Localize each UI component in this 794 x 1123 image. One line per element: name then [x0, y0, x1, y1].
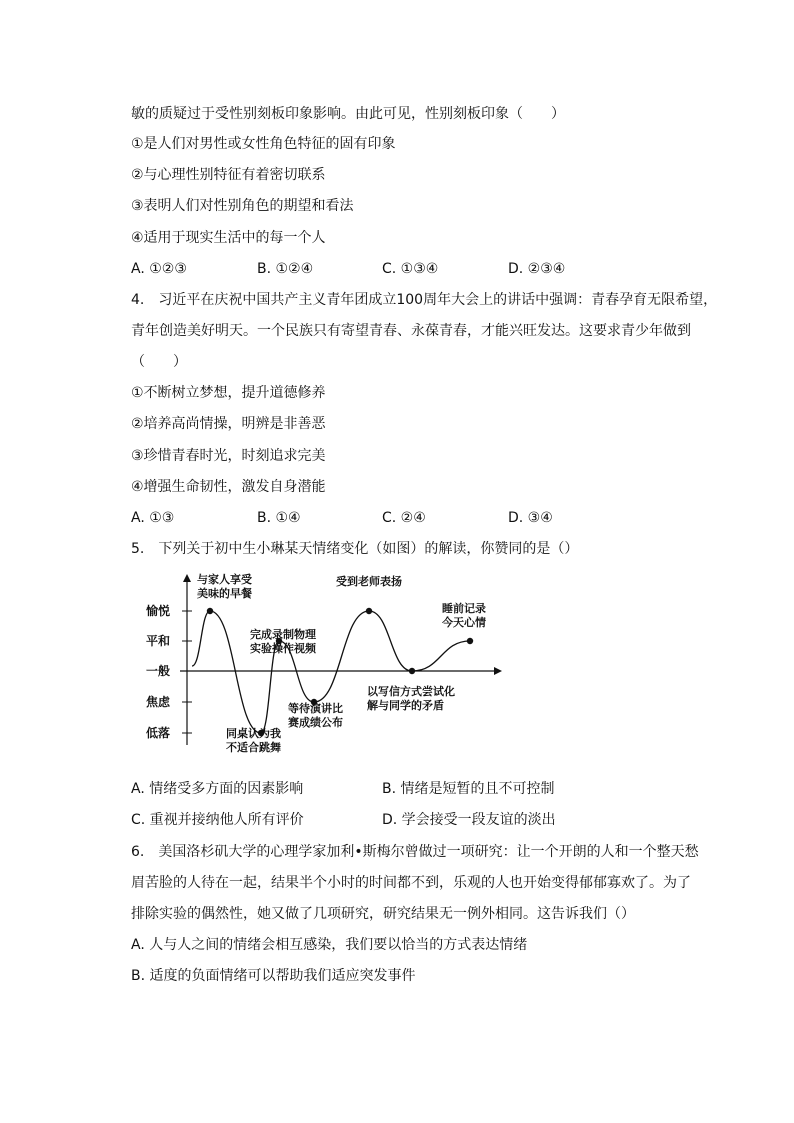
q4-option-b[interactable]: B. ①④ — [257, 510, 301, 526]
event-point — [366, 608, 372, 614]
q5-option-a[interactable]: A. 情绪受多方面的因素影响 — [131, 781, 304, 797]
q4-stem-line-2: 青年创造美好明天。一个民族只有寄望青春、永葆青春，才能兴旺发达。这要求青少年做到 — [131, 323, 691, 339]
event-label: 美味的早餐 — [197, 587, 252, 600]
q3-statement-4: ④适用于现实生活中的每一个人 — [131, 230, 326, 246]
q3-option-c[interactable]: C. ①③④ — [382, 261, 439, 277]
q6-option-a[interactable]: A. 人与人之间的情绪会相互感染，我们要以恰当的方式表达情绪 — [131, 937, 528, 953]
q4-statement-3: ③珍惜青春时光，时刻追求完美 — [131, 448, 326, 464]
y-level-label: 平和 — [146, 634, 171, 648]
event-label: 完成录制物理 — [250, 628, 316, 641]
q3-option-a[interactable]: A. ①②③ — [131, 261, 187, 277]
y-level-label: 愉悦 — [146, 604, 171, 618]
q5-option-c[interactable]: C. 重视并接纳他人所有评价 — [131, 812, 304, 828]
event-label: 以写信方式尝试化 — [367, 685, 455, 698]
q3-option-d[interactable]: D. ②③④ — [508, 261, 566, 277]
q5-stem: 5. 下列关于初中生小琳某天情绪变化（如图）的解读，你赞同的是（） — [131, 541, 579, 557]
q6-option-b[interactable]: B. 适度的负面情绪可以帮助我们适应突发事件 — [131, 968, 416, 984]
event-label: 解与同学的矛盾 — [367, 699, 444, 712]
q3-option-b[interactable]: B. ①②④ — [257, 261, 314, 277]
q4-option-d[interactable]: D. ③④ — [508, 510, 553, 526]
y-level-label: 低落 — [146, 726, 171, 740]
event-point — [467, 638, 473, 644]
q5-option-b[interactable]: B. 情绪是短暂的且不可控制 — [382, 781, 555, 797]
event-label: 等待演讲比 — [288, 702, 343, 715]
q3-statement-3: ③表明人们对性别角色的期望和看法 — [131, 198, 354, 214]
event-label: 赛成绩公布 — [288, 716, 343, 729]
q4-stem-line-1: 4. 习近平在庆祝中国共产主义青年团成立100周年大会上的讲话中强调：青春孕育无限希望， — [131, 292, 718, 308]
event-label: 受到老师表扬 — [336, 575, 402, 588]
event-point — [207, 608, 213, 614]
q5-option-d[interactable]: D. 学会接受一段友谊的淡出 — [382, 812, 556, 828]
q4-statement-2: ②培养高尚情操，明辨是非善恶 — [131, 416, 326, 432]
event-label: 睡前记录 — [442, 602, 486, 615]
q4-option-a[interactable]: A. ①③ — [131, 510, 175, 526]
y-level-label: 一般 — [146, 664, 171, 678]
event-label: 同桌认为我 — [226, 727, 281, 740]
q4-option-c[interactable]: C. ②④ — [382, 510, 426, 526]
event-label: 与家人享受 — [197, 573, 252, 586]
event-label: 实验操作视频 — [250, 642, 316, 655]
y-level-label: 焦虑 — [146, 695, 171, 709]
q3-statement-2: ②与心理性别特征有着密切联系 — [131, 167, 326, 183]
event-label: 今天心情 — [442, 616, 486, 629]
q6-stem-line-3: 排除实验的偶然性，她又做了几项研究，研究结果无一例外相同。这告诉我们（） — [131, 906, 635, 922]
q4-statement-1: ①不断树立梦想，提升道德修养 — [131, 385, 326, 401]
q3-stem-tail: 敏的质疑过于受性别刻板印象影响。由此可见，性别刻板印象（ ） — [131, 106, 565, 122]
q4-statement-4: ④增强生命韧性，激发自身潜能 — [131, 479, 326, 495]
q6-stem-line-1: 6. 美国洛杉矶大学的心理学家加利•斯梅尔曾做过一项研究：让一个开朗的人和一个整天愁 — [131, 844, 699, 860]
q6-stem-line-2: 眉苦脸的人待在一起，结果半个小时的时间都不到，乐观的人也开始变得郁郁寡欢了。为了 — [131, 875, 691, 891]
mood-chart — [140, 570, 520, 760]
event-point — [409, 668, 415, 674]
event-label: 不适合跳舞 — [226, 741, 281, 754]
q3-statement-1: ①是人们对男性或女性角色特征的固有印象 — [131, 136, 396, 152]
q4-stem-line-3: （ ） — [131, 354, 187, 370]
